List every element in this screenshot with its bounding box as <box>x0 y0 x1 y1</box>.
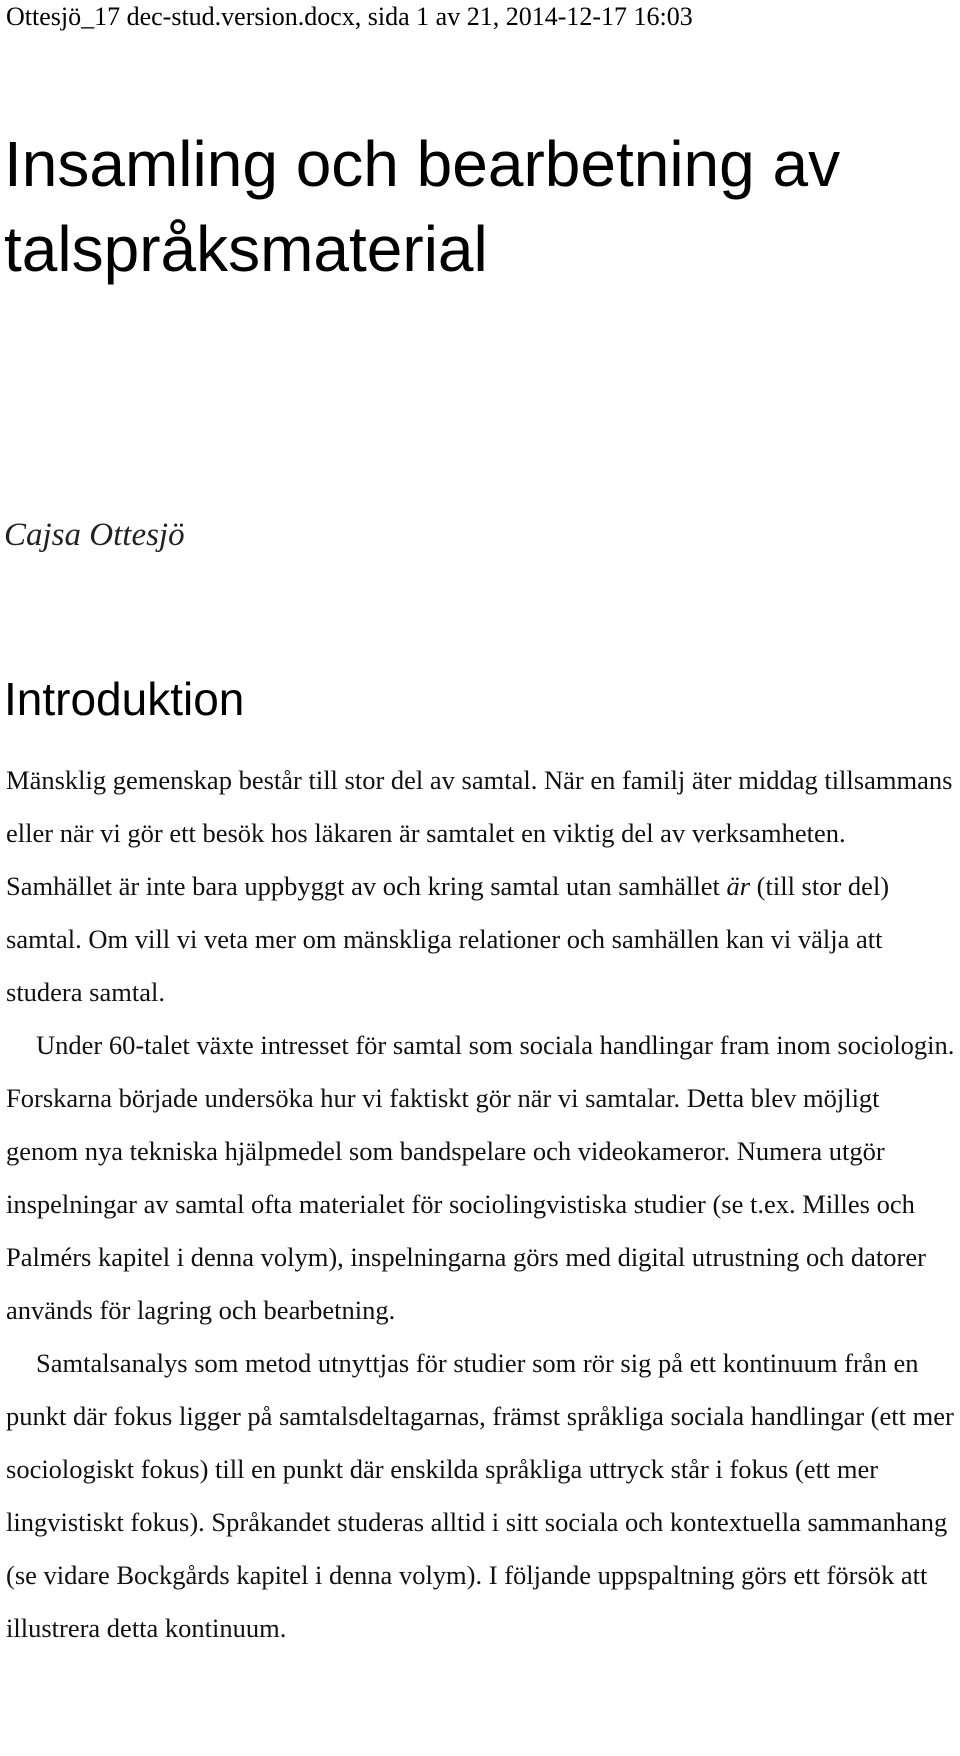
paragraph-2: Under 60-talet växte intresset för samtal som sociala handlingar fram inom sociologin. Forskarna började undersöka hur vi faktiskt gör när vi samtalar. Detta blev möjligt genom nya tekniska hjälpmedel som bandspelare och videokameror. Numera utgör inspelningar av samtal ofta materialet för sociolingvistiska studier (se t.ex. Milles och Palmérs kapitel i denna volym), inspelningarna görs med digital utrustning och datorer används för lagring och bearbetning. <box>6 1030 955 1325</box>
body-text <box>6 754 956 1655</box>
document-header: Ottesjö_17 dec-stud.version.docx, sida 1 av 21, 2014-12-17 16:03 <box>6 2 693 31</box>
section-heading-introduktion: Introduktion <box>4 673 245 725</box>
paragraph-3: Samtalsanalys som metod utnyttjas för studier som rör sig på ett kontinuum från en punkt där fokus ligger på samtalsdeltagarnas, främst språkliga sociala handlingar (ett mer sociologiskt fokus) till en punkt där enskilda språkliga uttryck står i fokus (ett mer lingvistiskt fokus). Språkandet studeras alltid i sitt sociala och kontextuella sammanhang (se vidare Bockgårds kapitel i denna volym). I följande uppspaltning görs ett försök att illustrera detta kontinuum. <box>6 1348 954 1643</box>
author-name: Cajsa Ottesjö <box>4 517 185 553</box>
paragraph-1-part-1: Mänsklig gemenskap består till stor del av samtal. När en familj äter middag tillsammans eller när vi gör ett besök hos läkaren är samtalet en viktig del av verksamheten. Samhället är inte bara uppbyggt av och kring samtal utan samhället <box>6 765 953 901</box>
paragraph-1 <box>6 754 956 1019</box>
paragraph-1-part-2: (till stor del) samtal. Om vill vi veta mer om mänskliga relationer och samhällen kan vi välja att studera samtal. <box>6 871 890 1007</box>
paragraph-1-emphasis: är <box>726 871 751 901</box>
document-title: Insamling och bearbetning av talspråksmaterial <box>4 128 841 285</box>
